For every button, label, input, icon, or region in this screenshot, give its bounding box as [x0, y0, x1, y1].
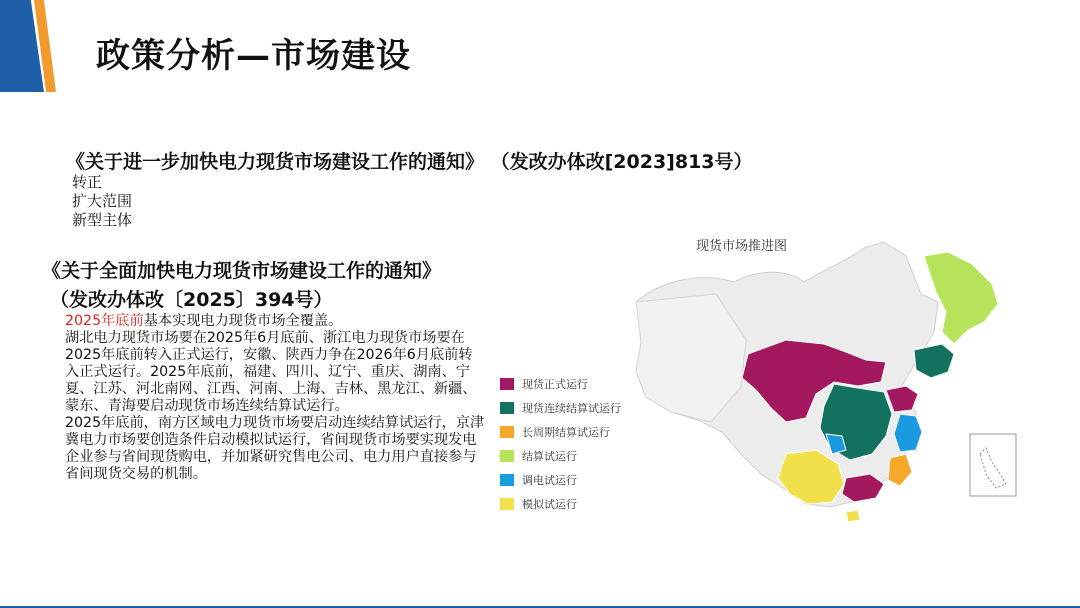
- map-title: 现货市场推进图: [696, 239, 788, 254]
- liaoning-shape: [914, 344, 954, 378]
- notice1-point: 新型主体: [72, 211, 133, 229]
- notice1-point: 扩大范围: [72, 192, 133, 210]
- notice1-title: 《关于进一步加快电力现货市场建设工作的通知》 （发改办体改[2023]813号）: [66, 151, 753, 173]
- notice2-title-line2: （发改办体改〔2025〕394号）: [50, 289, 333, 311]
- map-legend: [500, 375, 621, 519]
- deadline-highlight: 2025年底前: [65, 313, 144, 329]
- notice2-p1-text: 基本实现电力现货市场全覆盖。: [143, 313, 343, 329]
- legend-item: [500, 399, 621, 417]
- legend-swatch: [500, 450, 514, 462]
- legend-label: 长周期结算试运行: [522, 426, 610, 439]
- legend-item: [500, 447, 621, 465]
- page-title: 政策分析—市场建设: [96, 36, 411, 76]
- legend-label: 现货正式运行: [522, 378, 588, 391]
- legend-item: [500, 423, 621, 441]
- legend-label: 模拟试运行: [522, 498, 577, 511]
- legend-swatch: [500, 378, 514, 390]
- legend-label: 调电试运行: [522, 474, 577, 487]
- east-coast-blue-shape: [894, 414, 922, 452]
- notice2-paragraph: 2025年底前，南方区域电力现货市场要启动连续结算试运行，京津冀电力市场要创造条件启动模拟试运行，省间现货市场要实现发电企业参与省间现货购电，并加紧研究售电公司、电力用户直接参与省间现货交易的机制。: [65, 415, 485, 482]
- legend-item: [500, 495, 621, 513]
- notice2-paragraph: [65, 313, 485, 330]
- south-china-sea-inset: [970, 434, 1016, 496]
- spot-market-map-panel: [486, 222, 1046, 558]
- notice2-title-line1: 《关于全面加快电力现货市场建设工作的通知》: [42, 260, 442, 282]
- legend-label: 结算试运行: [522, 450, 577, 463]
- legend-swatch: [500, 474, 514, 486]
- notice2-paragraph: 湖北电力现货市场要在2025年6月底前、浙江电力现货市场要在2025年底前转入正式运行，安徽、陕西力争在2026年6月底前转入正式运行。2025年底前，福建、四川、辽宁、重庆、湖南、宁夏、江苏、河北南网、江西、河南、上海、吉林、黑龙江、新疆、蒙东、青海要启动现货市场连续结算试运行。: [65, 330, 477, 414]
- fujian-shape: [888, 454, 912, 486]
- legend-swatch: [500, 498, 514, 510]
- legend-label: 现货连续结算试运行: [522, 402, 621, 415]
- northeast-region-shape: [924, 252, 998, 344]
- notice1-point: 转正: [72, 173, 103, 191]
- notice2-body: [65, 313, 485, 483]
- legend-item: [500, 471, 621, 489]
- legend-item: [500, 375, 621, 393]
- notice2-title: [42, 257, 441, 315]
- hainan-shape: [846, 510, 860, 522]
- legend-swatch: [500, 402, 514, 414]
- legend-swatch: [500, 426, 514, 438]
- notice1-points: [72, 173, 132, 230]
